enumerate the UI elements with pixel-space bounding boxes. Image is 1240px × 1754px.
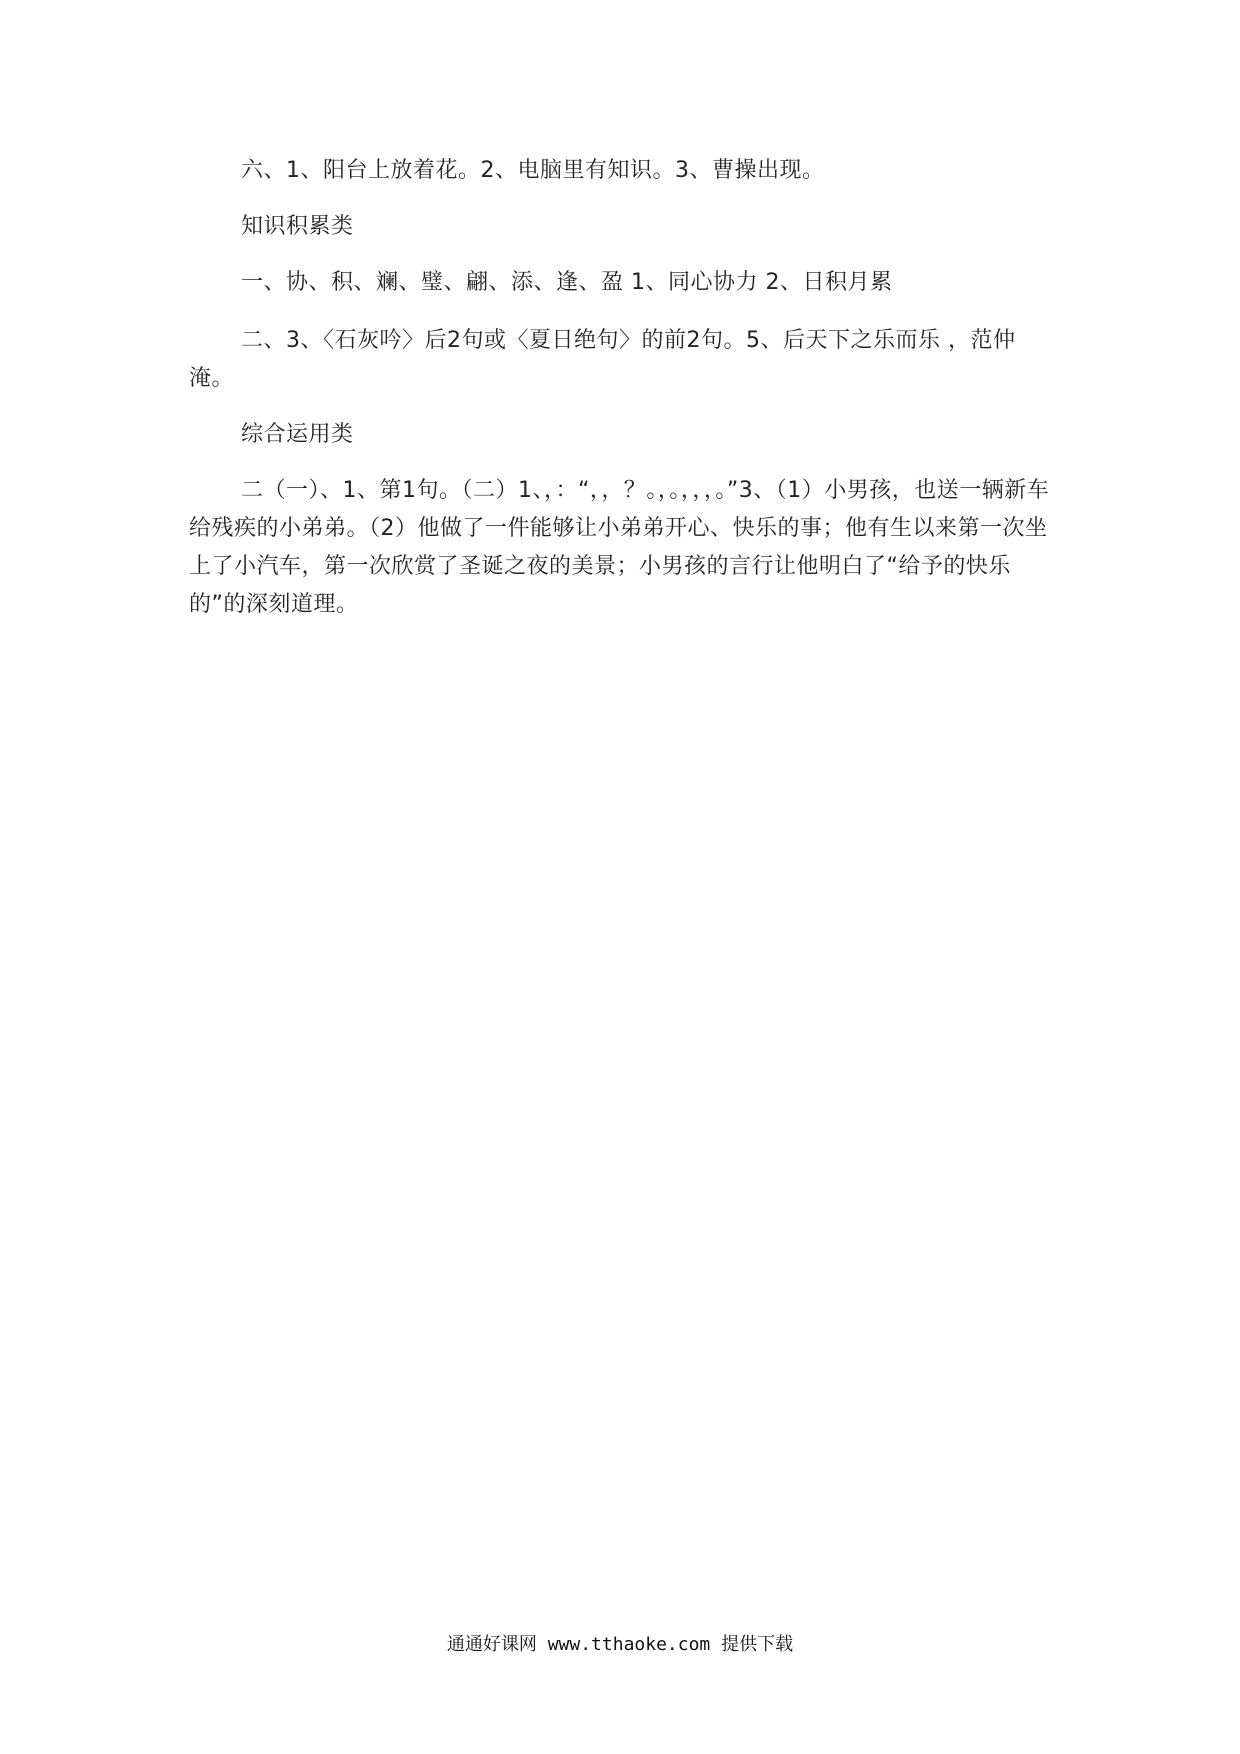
document-body — [189, 152, 1058, 624]
answer-paragraph-six: 六、1、阳台上放着花。2、电脑里有知识。3、曹操出现。 — [241, 158, 825, 183]
answer-paragraph-two: 二、3、〈石灰吟〉后2句或〈夏日绝句〉的前2句。5、后天下之乐而乐 ，范仲淹。 — [189, 328, 1016, 391]
section-heading-knowledge: 知识积累类 — [241, 214, 354, 239]
answer-paragraph-application: 二（一）、1、第1句。（二）1、，：“，，？。，。，，，。”3、（1）小男孩，也送一辆新车给残疾的小弟弟。（2）他做了一件能够让小弟弟开心、快乐的事；他有生以来第一次坐上了小汽车，第一次欣赏了圣诞之夜的美景；小男孩的言行让他明白了“给予的快乐的”的深刻道理。 — [189, 478, 1050, 617]
answer-paragraph-one: 一、协、积、斓、璧、翩、添、逢、盈 1、同心协力 2、日积月累 — [241, 270, 893, 295]
section-heading-application: 综合运用类 — [241, 422, 354, 447]
page-footer: 通通好课网 www.tthaoke.com 提供下载 — [446, 1634, 794, 1655]
